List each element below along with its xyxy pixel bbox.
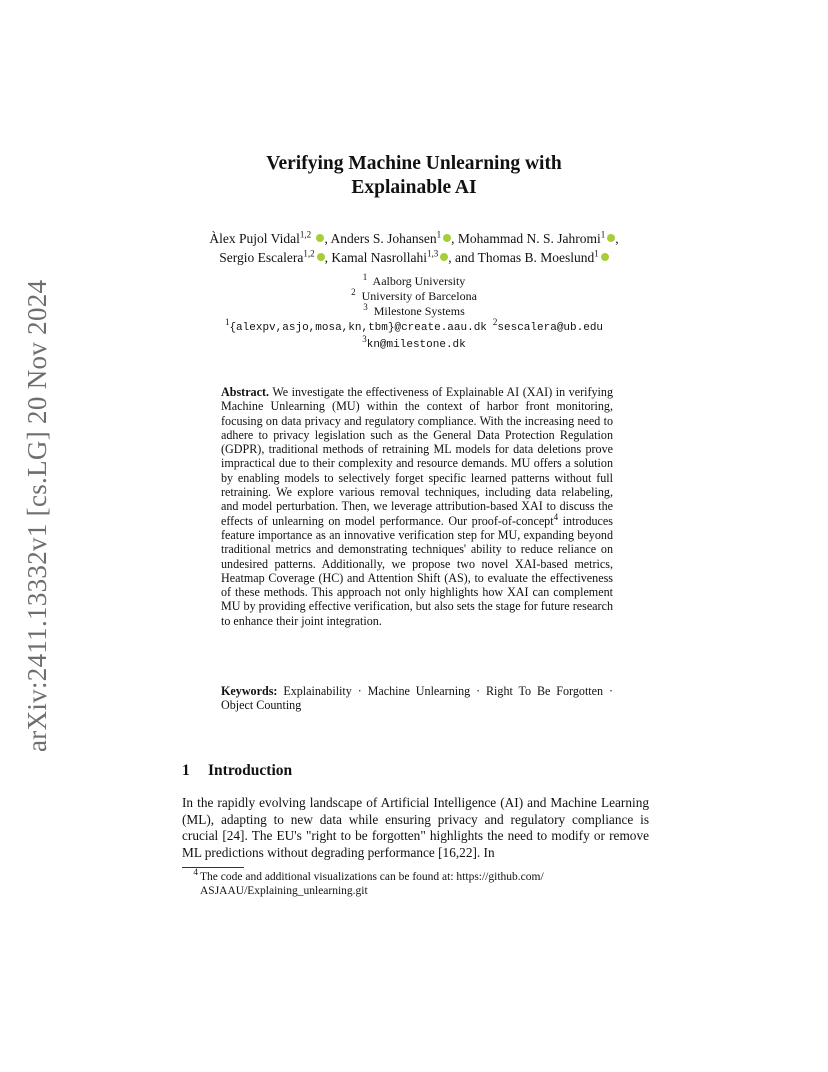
email-address[interactable]: {alexpv,asjo,mosa,kn,tbm}@create.aau.dk [229,322,487,334]
section-heading [182,762,292,780]
footnote [182,867,649,898]
email-sup: 3 [362,334,367,344]
section-number: 1 [182,762,190,779]
email-address[interactable]: kn@milestone.dk [366,339,466,351]
abstract-text-cont: introduces feature importance as an innovative verification step for MU, expanding beyond traditional metrics and demonstrating techniques' ability to reduce reliance on undesired patterns. Additionally, we propose two novel XAI-based metrics, Heatmap Coverage (HC) and Attention Shift (AS), to evaluate the effectiveness of these methods. This approach not only highlights how XAI can complement MU by providing effective verification, but also sets the stage for future research to enhance their joint integration. [221,513,613,628]
author-separator: , and [448,250,478,265]
author-name: Kamal Nasrollahi [331,250,427,265]
email-line-1 [170,319,658,336]
affiliation-name: Aalborg University [372,274,466,288]
keywords-text: Explainability · Machine Unlearning · Right To Be Forgotten · Object Counting [221,684,613,713]
author-affil-sup: 1,2 [299,229,312,240]
orcid-icon[interactable] [317,253,325,261]
affiliation-sup: 1 [362,272,368,282]
footnote-ref[interactable]: 4 [553,511,559,522]
affiliation-item [170,289,658,304]
title-line-1: Verifying Machine Unlearning with [266,153,562,174]
email-line-2 [170,336,658,353]
section-title: Introduction [208,762,293,779]
authors-line-2 [170,248,658,267]
author-affil-sup: 1,3 [426,248,439,259]
footnote-text[interactable]: The code and additional visualizations can be found at: https://github.com/ [200,871,544,883]
authors-line-1 [170,229,658,248]
author-affil-sup: 1 [436,229,442,240]
author-name: Àlex Pujol Vidal [209,231,300,246]
author-separator: , [324,250,332,265]
abstract-label: Abstract. [221,385,270,399]
author-name: Mohammad N. S. Jahromi [457,231,601,246]
abstract-text: We investigate the effectiveness of Explainable AI (XAI) in verifying Machine Unlearning (MU) within the context of harbor front monitoring, focusing on data privacy and regulatory compliance. With the increasing need to adhere to privacy legislation such as the General Data Protection Regulation (GDPR), traditional methods of retraining ML models for data deletions prove impractical due to their complexity and resource demands. MU offers a solution by enabling models to selectively forget specific learned patterns without full retraining. We explore various removal techniques, including data relabeling, and model perturbation. Then, we leverage attribution-based XAI to discuss the effects of unlearning on model performance. Our proof-of-concept [221,385,613,528]
affiliations [170,274,658,353]
author-name: Thomas B. Moeslund [477,250,595,265]
author-separator: , [451,231,458,246]
author-affil-sup: 1,2 [303,248,315,259]
footnote-line-2[interactable]: ASJAAU/Explaining_unlearning.git [200,885,368,897]
affiliation-name: University of Barcelona [361,289,477,303]
footnote-line-1: $^4$ The code and additional visualizations can be found at: https://github.com/ [193,867,544,883]
intro-paragraph: In the rapidly evolving landscape of Artificial Intelligence (AI) and Machine Learning (ML), adapting to new data while ensuring privacy and regulatory compliance is crucial [24]. The EU's "right to be forgotten" highlights the need to modify or remove ML predictions without degrading performance [16,22]. In [182,795,649,860]
affiliation-sup: 2 [351,287,356,297]
keywords [221,684,613,713]
affiliation-sup: 3 [363,302,368,312]
orcid-icon[interactable] [443,234,451,242]
author-separator: , [324,231,331,246]
author-name: Anders S. Johansen [330,231,437,246]
email-address[interactable]: sescalera@ub.edu [497,322,604,334]
author-affil-sup: 1 [600,229,606,240]
email-sup: 2 [492,317,498,327]
arxiv-identifier: arXiv:2411.13332v1 [cs.LG] 20 Nov 2024 [22,279,52,752]
footnote-rule [182,867,244,868]
affiliation-item [170,274,658,289]
orcid-icon[interactable] [601,253,609,261]
author-separator: , [615,231,619,246]
affiliation-item [170,304,658,319]
affiliation-name: Milestone Systems [373,304,465,318]
author-affil-sup: 1 [594,248,599,259]
keywords-label: Keywords: [221,684,278,698]
abstract [221,385,613,628]
author-list [170,229,658,267]
title-line-2: Explainable AI [351,177,477,198]
author-name: Sergio Escalera [219,250,304,265]
paper-title [0,152,828,200]
email-sup: 1 [224,317,230,327]
